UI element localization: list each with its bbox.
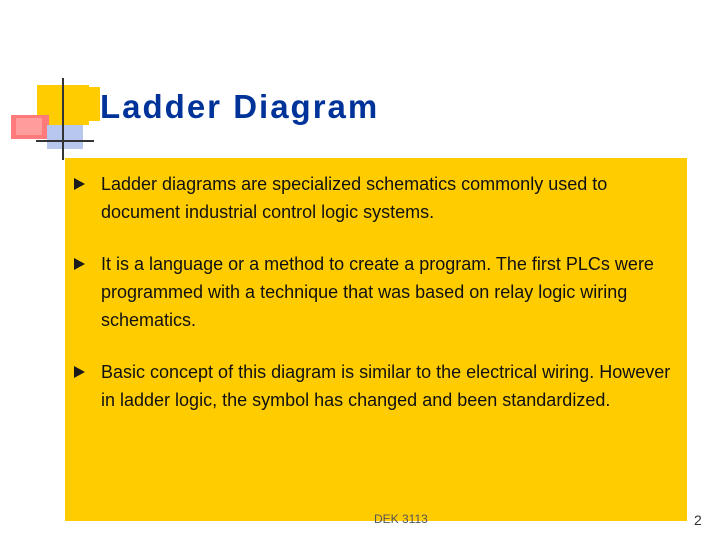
bullet-item	[65, 250, 687, 334]
bullet-text: Basic concept of this diagram is similar to the electrical wiring. However in ladder logic, the symbol has changed and been standardized.	[101, 362, 671, 410]
bullet-arrow-icon	[74, 366, 85, 378]
decor-blue-square	[47, 125, 83, 149]
footer-label: DEK 3113	[374, 512, 428, 526]
slide-title: Ladder Diagram	[100, 88, 380, 125]
content-box	[65, 158, 687, 521]
bullet-item	[65, 170, 687, 226]
decor-vertical-line	[62, 78, 64, 160]
bullet-text: Ladder diagrams are specialized schematics commonly used to document industrial control logic systems.	[101, 174, 608, 222]
bullet-arrow-icon	[74, 258, 85, 270]
page-number: 2	[694, 512, 702, 528]
decor-yellow-square-small	[72, 87, 100, 121]
bullet-arrow-icon	[74, 178, 85, 190]
bullet-text: It is a language or a method to create a program. The first PLCs were programmed with a technique that was based on relay logic wiring schematics.	[101, 254, 654, 330]
decor-red-square-inner	[16, 118, 42, 135]
bullet-list	[65, 170, 687, 438]
decor-horizontal-line	[36, 140, 94, 142]
bullet-item	[65, 358, 687, 414]
